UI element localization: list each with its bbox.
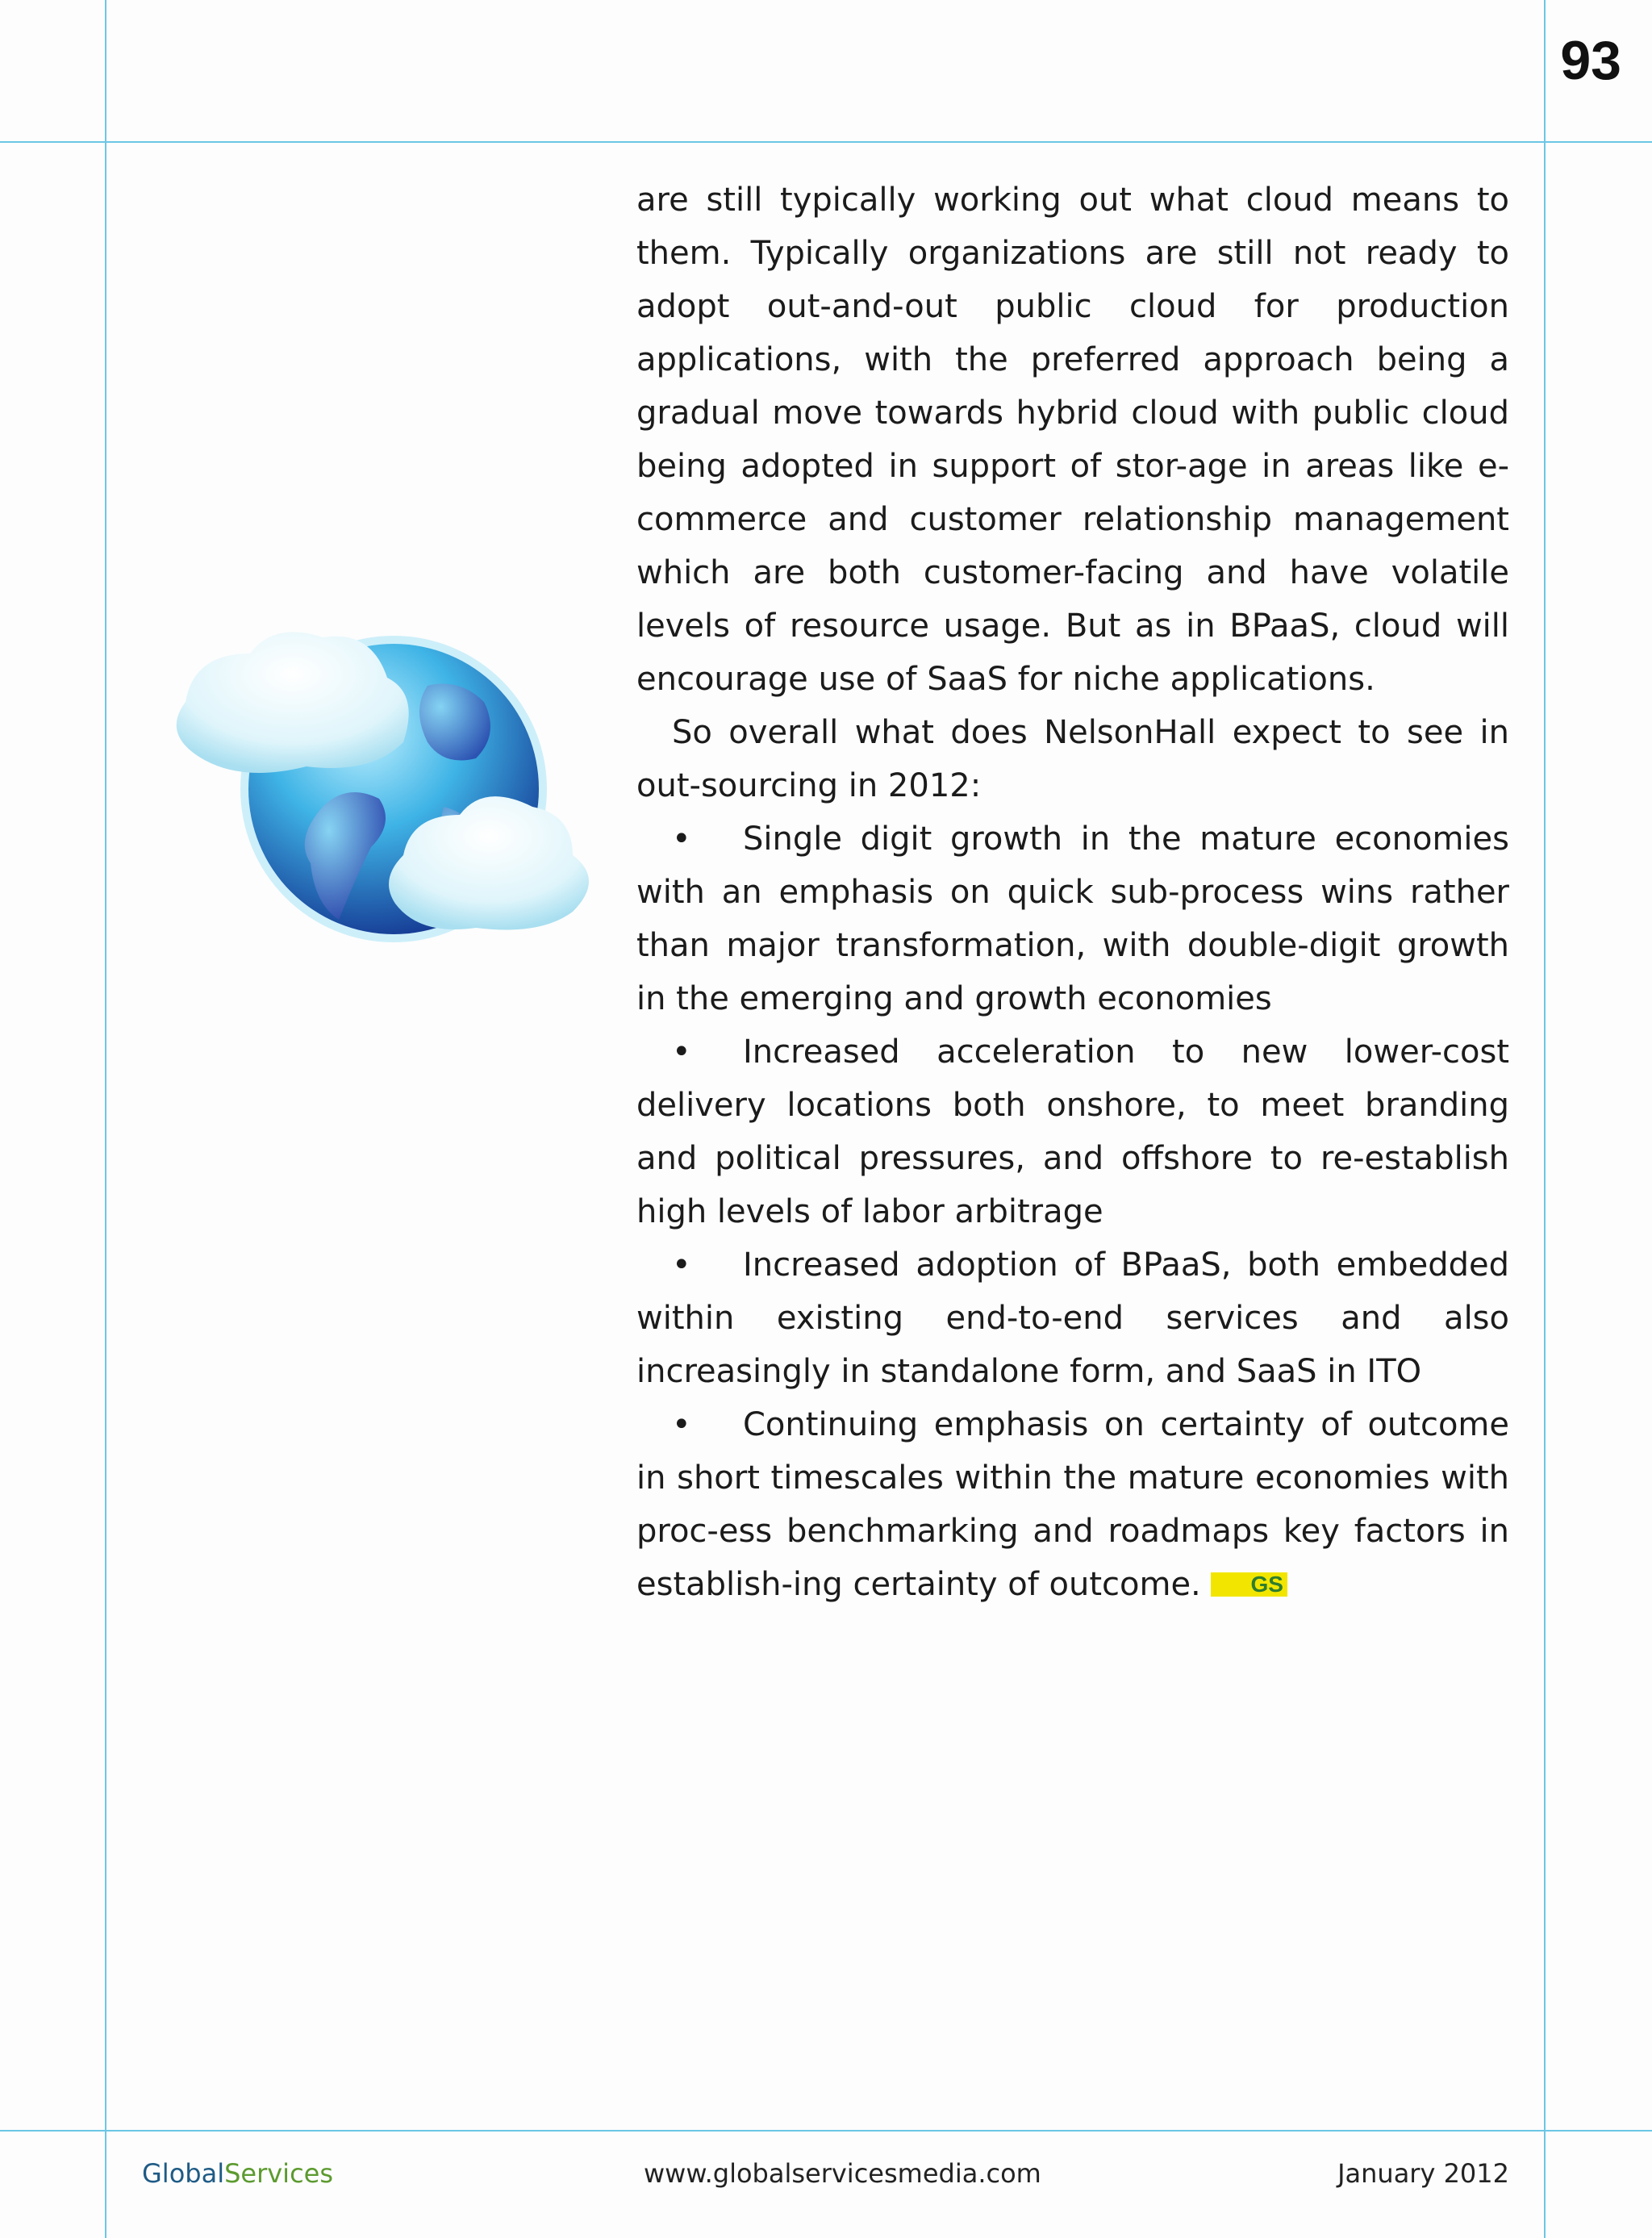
bullet-item: [636, 1025, 1509, 1238]
footer-url[interactable]: www.globalservicesmedia.com: [644, 2158, 1041, 2189]
article-body: [636, 173, 1509, 1611]
bullet-dot-icon: •: [672, 820, 691, 858]
bullet-text: Increased adoption of BPaaS, both embedded within existing end-to-end services and also increasingly in standalone form, and SaaS in ITO: [636, 1246, 1509, 1390]
footer-date: January 2012: [1337, 2158, 1509, 2189]
footer-rule: [0, 2130, 1652, 2132]
bullet-item: [636, 1238, 1509, 1398]
bullet-text: Increased acceleration to new lower-cost delivery locations both onshore, to meet branding and political pressures, and offshore to re-establish high levels of labor arbitrage: [636, 1033, 1509, 1230]
gs-end-badge: GS: [1211, 1572, 1287, 1597]
brand-part-services: Services: [224, 2158, 334, 2189]
page-number: 93: [1560, 30, 1621, 91]
bullet-text: Continuing emphasis on certainty of outcome in short timescales within the mature economies with proc-ess benchmarking and roadmaps key factors in establish-ing certainty of outcome.: [636, 1406, 1509, 1603]
bullet-item: [636, 812, 1509, 1025]
brand-part-global: Global: [142, 2158, 225, 2189]
bullet-dot-icon: •: [672, 1406, 691, 1443]
bullet-dot-icon: •: [672, 1033, 691, 1071]
header-rule: [0, 141, 1652, 143]
globe-with-clouds-icon: [137, 621, 621, 960]
article-paragraph: So overall what does NelsonHall expect to see in out-sourcing in 2012:: [636, 714, 1509, 804]
article-paragraph: are still typically working out what cloud means to them. Typically organizations are still not ready to adopt out-and-out public cloud for production applications, with the preferred approach being a gradual move towards hybrid cloud with public cloud being adopted in support of stor-age in areas like e-commerce and customer relationship management which are both customer-facing and have volatile levels of resource usage. But as in BPaaS, cloud will encourage use of SaaS for niche applications.: [636, 182, 1509, 698]
footer-brand: [142, 2158, 333, 2189]
bullet-item: [636, 1398, 1509, 1611]
bullet-text: Single digit growth in the mature economies with an emphasis on quick sub-process wins rather than major transformation, with double-digit growth in the emerging and growth economies: [636, 820, 1509, 1017]
bullet-dot-icon: •: [672, 1246, 691, 1284]
right-margin-line: [1544, 0, 1546, 2238]
left-margin-line: [105, 0, 106, 2238]
